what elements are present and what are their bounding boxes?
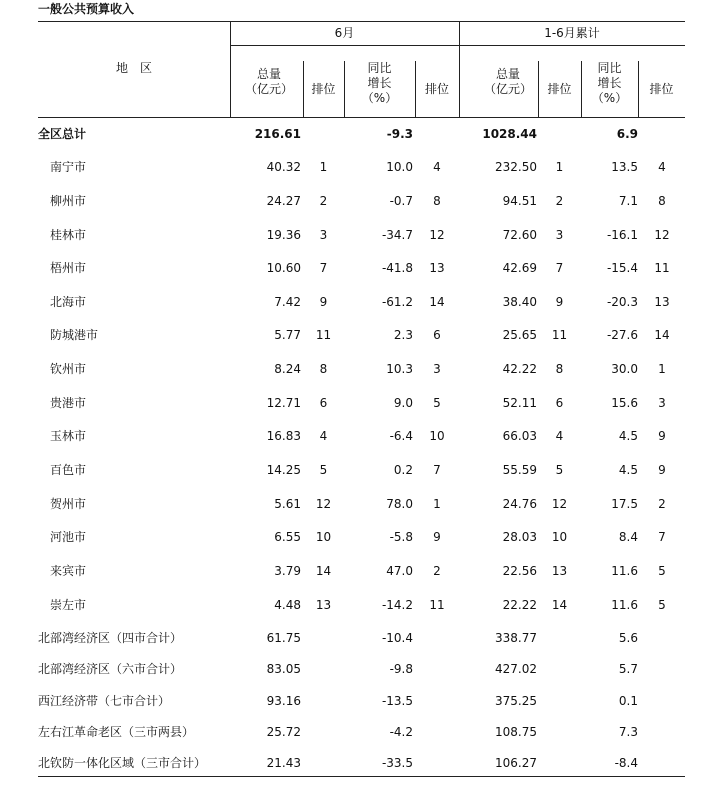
- cell-m-yoy: 78.0: [386, 497, 413, 511]
- header-total-line1: 总量: [256, 67, 281, 81]
- cell-m-total: 40.32: [266, 160, 301, 174]
- cell-m-total: 10.60: [266, 261, 301, 275]
- cell-c-total: 38.40: [502, 295, 537, 309]
- cell-m-total: 3.79: [274, 564, 301, 578]
- cell-c-total: 66.03: [502, 429, 537, 443]
- cell-c-yoy-rank: 11: [654, 261, 670, 275]
- cell-m-rank: 2: [319, 194, 328, 208]
- cell-c-yoy-rank: 5: [658, 598, 666, 612]
- cell-m-yoy-rank: 1: [433, 497, 441, 511]
- cell-m-yoy-rank: 3: [433, 362, 441, 376]
- cell-c-total: 52.11: [502, 396, 537, 410]
- cell-c-yoy: 7.3: [618, 725, 638, 739]
- cell-c-rank: 4: [555, 429, 564, 443]
- cell-c-total: 24.76: [502, 497, 537, 511]
- header-cum-total: [478, 67, 538, 97]
- cell-m-rank: 13: [315, 598, 332, 612]
- cell-m-rank: 11: [315, 328, 332, 342]
- header-june-total: [240, 67, 298, 97]
- row-name: 南宁市: [50, 160, 87, 174]
- row-name: 北部湾经济区（六市合计）: [38, 662, 183, 676]
- cell-c-total: 42.69: [502, 261, 537, 275]
- cell-m-yoy-rank: 12: [429, 228, 445, 242]
- cell-m-yoy-rank: 6: [433, 328, 441, 342]
- cell-m-total: 25.72: [266, 725, 301, 739]
- cell-c-total: 28.03: [502, 530, 537, 544]
- cell-c-rank: 9: [555, 295, 564, 309]
- row-name: 桂林市: [50, 228, 87, 242]
- header-total-line1: 总量: [495, 67, 520, 81]
- cell-m-rank: 3: [319, 228, 328, 242]
- cell-m-total: 83.05: [266, 662, 301, 676]
- cell-c-total: 1028.44: [482, 127, 537, 141]
- row-name: 贺州市: [50, 497, 87, 511]
- row-name: 来宾市: [50, 564, 87, 578]
- header-total-line2: （亿元）: [483, 82, 532, 96]
- cell-m-yoy-rank: 13: [429, 261, 445, 275]
- header-june: 6月: [334, 26, 355, 40]
- cell-c-yoy: -8.4: [614, 756, 638, 770]
- cell-m-yoy-rank: 10: [429, 429, 445, 443]
- cell-c-yoy: -16.1: [606, 228, 638, 242]
- row-name: 左右江革命老区（三市两县）: [38, 725, 195, 739]
- cell-c-total: 22.22: [502, 598, 537, 612]
- cell-c-yoy: 5.7: [618, 662, 638, 676]
- header-total-line2: （亿元）: [244, 82, 293, 96]
- row-name: 钦州市: [50, 362, 87, 376]
- cell-c-yoy: 17.5: [611, 497, 638, 511]
- cell-m-total: 6.55: [274, 530, 301, 544]
- cell-m-yoy: -61.2: [381, 295, 413, 309]
- cell-c-total: 232.50: [495, 160, 537, 174]
- cell-c-yoy-rank: 9: [658, 463, 666, 477]
- header-yoy-line1: 同比: [597, 61, 622, 75]
- table-top-border: [38, 21, 685, 22]
- cell-c-yoy: -20.3: [606, 295, 638, 309]
- row-name: 河池市: [50, 530, 87, 544]
- cell-c-rank: 6: [555, 396, 564, 410]
- cell-m-total: 24.27: [266, 194, 301, 208]
- cell-m-yoy-rank: 4: [433, 160, 441, 174]
- cell-m-yoy: -13.5: [381, 694, 413, 708]
- cell-m-total: 93.16: [266, 694, 301, 708]
- cell-c-total: 108.75: [495, 725, 537, 739]
- cell-c-yoy: 13.5: [611, 160, 638, 174]
- cell-c-yoy-rank: 14: [654, 328, 670, 342]
- cell-c-yoy-rank: 8: [658, 194, 666, 208]
- row-name: 西江经济带（七市合计）: [38, 694, 171, 708]
- cell-c-total: 375.25: [495, 694, 537, 708]
- header-june-yoy-rank: 排位: [424, 82, 449, 96]
- header-yoy-line3: （%）: [361, 91, 398, 105]
- row-name: 崇左市: [50, 598, 87, 612]
- cell-c-total: 25.65: [502, 328, 537, 342]
- cell-c-yoy: 5.6: [618, 631, 638, 645]
- header-cum-yoy: [581, 61, 638, 106]
- cell-c-total: 42.22: [502, 362, 537, 376]
- row-name: 柳州市: [50, 194, 87, 208]
- cell-m-yoy-rank: 8: [433, 194, 441, 208]
- cell-c-rank: 12: [551, 497, 568, 511]
- cell-m-total: 8.24: [274, 362, 301, 376]
- cell-c-yoy: 7.1: [618, 194, 638, 208]
- cell-c-yoy: 6.9: [616, 127, 638, 141]
- cell-m-yoy: -34.7: [381, 228, 413, 242]
- row-name: 梧州市: [50, 261, 87, 275]
- cell-m-yoy: -9.3: [386, 127, 413, 141]
- header-june-rank: 排位: [311, 82, 336, 96]
- cell-m-total: 5.61: [274, 497, 301, 511]
- cell-m-total: 14.25: [266, 463, 301, 477]
- cell-c-total: 338.77: [495, 631, 537, 645]
- cell-c-yoy-rank: 2: [658, 497, 666, 511]
- cell-m-yoy-rank: 9: [433, 530, 441, 544]
- cell-m-yoy-rank: 2: [433, 564, 441, 578]
- cell-m-total: 216.61: [254, 127, 301, 141]
- cell-m-yoy: -4.2: [389, 725, 413, 739]
- header-group-divider: [230, 45, 685, 46]
- cell-m-total: 4.48: [274, 598, 301, 612]
- header-yoy-line2: 增长: [597, 76, 622, 90]
- cell-c-yoy-rank: 9: [658, 429, 666, 443]
- header-bottom-border: [38, 117, 685, 118]
- cell-m-rank: 5: [319, 463, 328, 477]
- cell-c-rank: 8: [555, 362, 564, 376]
- cell-m-yoy-rank: 5: [433, 396, 441, 410]
- cell-c-yoy: 0.1: [618, 694, 638, 708]
- cell-c-rank: 13: [551, 564, 568, 578]
- cell-m-yoy-rank: 14: [429, 295, 445, 309]
- cell-c-rank: 10: [551, 530, 568, 544]
- table-title: 一般公共预算收入: [38, 2, 135, 16]
- cell-c-yoy: 11.6: [611, 564, 638, 578]
- cell-c-rank: 7: [555, 261, 564, 275]
- cell-m-total: 12.71: [266, 396, 301, 410]
- cell-m-yoy-rank: 11: [429, 598, 445, 612]
- row-name: 全区总计: [38, 127, 87, 141]
- cell-m-total: 21.43: [266, 756, 301, 770]
- cell-m-yoy: -5.8: [389, 530, 413, 544]
- cell-c-yoy-rank: 5: [658, 564, 666, 578]
- header-yoy-line1: 同比: [367, 61, 392, 75]
- cell-m-yoy: -33.5: [381, 756, 413, 770]
- cell-c-yoy-rank: 3: [658, 396, 666, 410]
- header-june-yoy: [344, 61, 415, 106]
- cell-m-rank: 9: [319, 295, 328, 309]
- cell-c-yoy: 4.5: [618, 429, 638, 443]
- cell-c-total: 55.59: [502, 463, 537, 477]
- cell-c-total: 22.56: [502, 564, 537, 578]
- cell-c-total: 72.60: [502, 228, 537, 242]
- row-name: 北部湾经济区（四市合计）: [38, 631, 183, 645]
- cell-c-rank: 3: [555, 228, 564, 242]
- row-name: 百色市: [50, 463, 87, 477]
- cell-c-total: 427.02: [495, 662, 537, 676]
- cell-m-yoy: -9.8: [389, 662, 413, 676]
- cell-c-rank: 11: [551, 328, 568, 342]
- cell-c-rank: 14: [551, 598, 568, 612]
- header-cum-yoy-rank: 排位: [649, 82, 674, 96]
- header-cum-rank: 排位: [547, 82, 572, 96]
- cell-m-rank: 14: [315, 564, 332, 578]
- cell-c-rank: 2: [555, 194, 564, 208]
- cell-m-yoy: -41.8: [381, 261, 413, 275]
- cell-c-yoy: -27.6: [606, 328, 638, 342]
- cell-m-rank: 7: [319, 261, 328, 275]
- cell-c-total: 106.27: [495, 756, 537, 770]
- cell-c-yoy-rank: 1: [658, 362, 666, 376]
- cell-c-yoy-rank: 7: [658, 530, 666, 544]
- cell-m-yoy: 47.0: [386, 564, 413, 578]
- cell-m-rank: 8: [319, 362, 328, 376]
- cell-m-yoy: -0.7: [389, 194, 413, 208]
- row-name: 北钦防一体化区域（三市合计）: [38, 756, 207, 770]
- header-cumulative: 1-6月累计: [544, 26, 600, 40]
- cell-c-total: 94.51: [502, 194, 537, 208]
- cell-c-yoy: 4.5: [618, 463, 638, 477]
- cell-m-total: 19.36: [266, 228, 301, 242]
- header-yoy-line2: 增长: [367, 76, 392, 90]
- cell-m-yoy: -6.4: [389, 429, 413, 443]
- row-name: 防城港市: [50, 328, 99, 342]
- cell-m-rank: 10: [315, 530, 332, 544]
- cell-m-total: 16.83: [266, 429, 301, 443]
- cell-m-yoy: 9.0: [393, 396, 413, 410]
- cell-m-yoy: 0.2: [393, 463, 413, 477]
- cell-m-yoy: -14.2: [381, 598, 413, 612]
- cell-c-yoy: 8.4: [618, 530, 638, 544]
- cell-m-rank: 12: [315, 497, 332, 511]
- table-bottom-border: [38, 776, 685, 777]
- cell-m-yoy-rank: 7: [433, 463, 441, 477]
- header-yoy-line3: （%）: [591, 91, 628, 105]
- cell-c-yoy-rank: 4: [658, 160, 666, 174]
- cell-c-rank: 1: [555, 160, 564, 174]
- cell-m-rank: 6: [319, 396, 328, 410]
- cell-c-rank: 5: [555, 463, 564, 477]
- cell-m-yoy: 10.0: [386, 160, 413, 174]
- cell-c-yoy: 30.0: [611, 362, 638, 376]
- cell-c-yoy: 15.6: [611, 396, 638, 410]
- cell-c-yoy-rank: 13: [654, 295, 670, 309]
- cell-m-total: 5.77: [274, 328, 301, 342]
- cell-c-yoy-rank: 12: [654, 228, 670, 242]
- row-name: 北海市: [50, 295, 87, 309]
- row-name: 玉林市: [50, 429, 87, 443]
- cell-m-yoy: 2.3: [393, 328, 413, 342]
- cell-m-total: 7.42: [274, 295, 301, 309]
- header-region: 地 区: [115, 61, 152, 75]
- cell-c-yoy: -15.4: [606, 261, 638, 275]
- cell-m-rank: 1: [319, 160, 328, 174]
- row-name: 贵港市: [50, 396, 87, 410]
- cell-m-total: 61.75: [266, 631, 301, 645]
- cell-m-yoy: 10.3: [386, 362, 413, 376]
- cell-m-yoy: -10.4: [381, 631, 413, 645]
- cell-m-rank: 4: [319, 429, 328, 443]
- cell-c-yoy: 11.6: [611, 598, 638, 612]
